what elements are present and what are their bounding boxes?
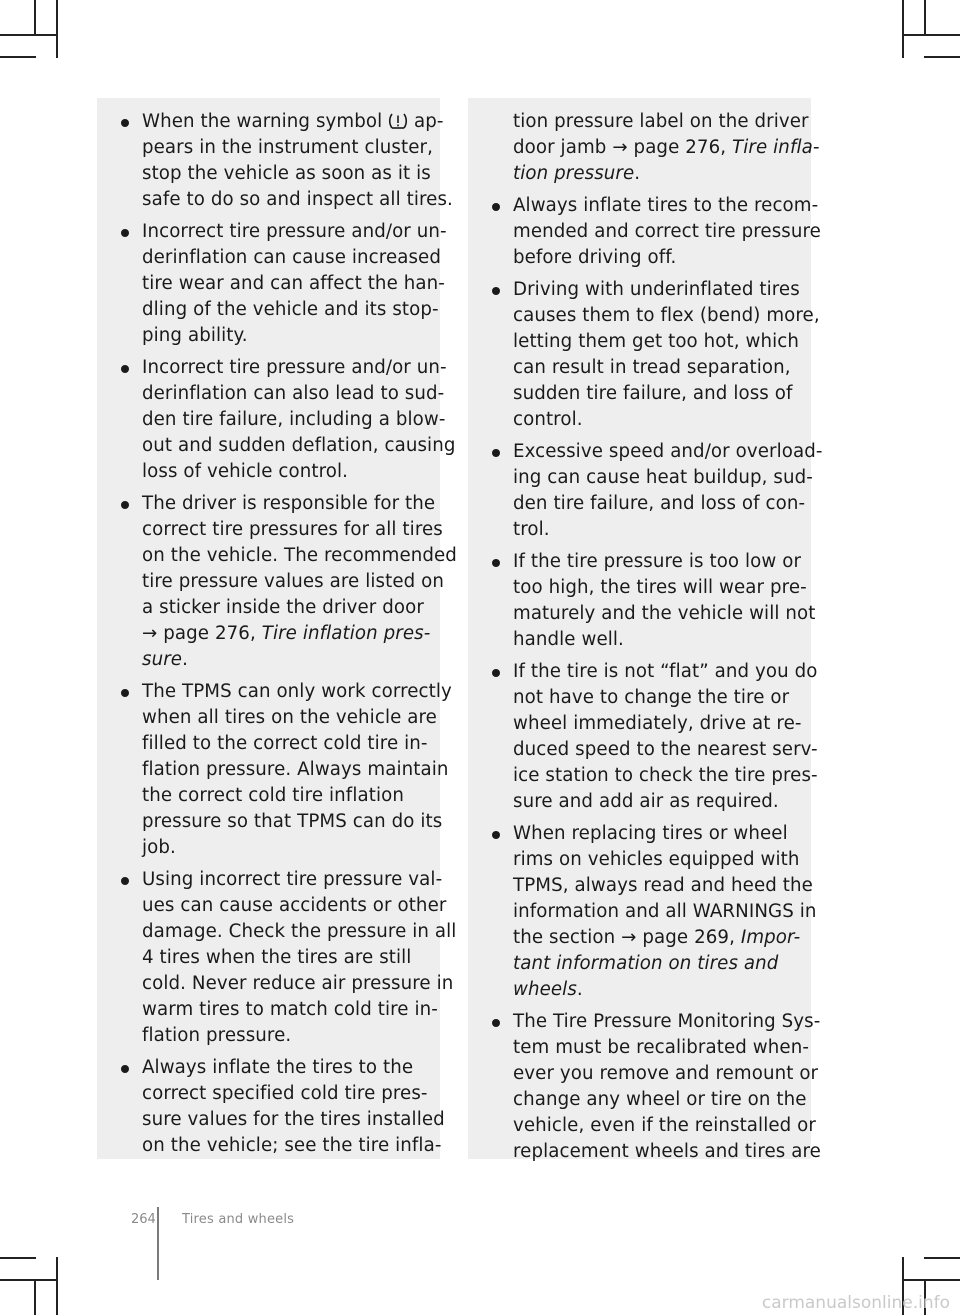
bullet-icon: [492, 831, 500, 839]
text-line: duced speed to the nearest serv-: [513, 739, 818, 760]
crop-mark: [34, 0, 36, 36]
text-line: correct tire pressures for all tires: [142, 519, 443, 540]
crop-mark: [902, 1279, 960, 1281]
text-line: ing can cause heat buildup, sud-: [513, 467, 813, 488]
text-part: When the warning symbol: [142, 111, 389, 132]
text-line: mended and correct tire pressure: [513, 221, 821, 242]
page-number: 264: [131, 1212, 156, 1227]
text-line: When replacing tires or wheel: [513, 823, 788, 844]
text-line: If the tire pressure is too low or: [513, 551, 802, 572]
text-line: derinflation can also lead to sud-: [142, 383, 445, 404]
text-part: ap-: [408, 111, 444, 132]
crop-mark: [34, 1279, 36, 1315]
text-line: vehicle, even if the reinstalled or: [513, 1115, 816, 1136]
text-line: filled to the correct cold tire in-: [142, 733, 428, 754]
cross-reference-title[interactable]: tion pressure: [513, 163, 635, 184]
text-line: Using incorrect tire pressure val-: [142, 869, 443, 890]
text-line: [142, 621, 434, 647]
crop-mark: [924, 1257, 960, 1259]
cross-reference-title[interactable]: sure: [142, 649, 183, 670]
bullet-icon: [121, 365, 129, 373]
bullet-icon: [121, 877, 129, 885]
text-line: [513, 951, 805, 977]
bullet-item: [119, 219, 447, 349]
text-line: loss of vehicle control.: [142, 461, 349, 482]
text-line: change any wheel or tire on the: [513, 1089, 807, 1110]
crop-mark: [902, 34, 960, 36]
text-line: replacement wheels and tires are: [513, 1141, 821, 1162]
crop-mark: [0, 34, 58, 36]
text-line: The TPMS can only work correctly: [142, 681, 452, 702]
cross-reference-title[interactable]: tant information on tires and: [513, 953, 779, 974]
text-line: stop the vehicle as soon as it is: [142, 163, 431, 184]
bullet-icon: [492, 203, 500, 211]
text-line: Always inflate tires to the recom-: [513, 195, 819, 216]
text-line: tire wear and can affect the han-: [142, 273, 445, 294]
text-line: dling of the vehicle and its stop-: [142, 299, 439, 320]
text-part: .: [634, 163, 641, 184]
text-line: [513, 977, 805, 1003]
text-line: the correct cold tire inflation: [142, 785, 404, 806]
text-line: The driver is responsible for the: [142, 493, 436, 514]
bullet-icon: [492, 287, 500, 295]
bullet-item: [119, 109, 453, 213]
bullet-item: [119, 1055, 445, 1159]
text-line: rims on vehicles equipped with: [513, 849, 800, 870]
footer-section-title: Tires and wheels: [182, 1212, 295, 1227]
text-line: when all tires on the vehicle are: [142, 707, 437, 728]
text-line: Always inflate the tires to the: [142, 1057, 414, 1078]
text-line: on the vehicle. The recommended: [142, 545, 457, 566]
page-reference-link[interactable]: page 276,: [163, 623, 256, 644]
bullet-item: [490, 277, 820, 433]
text-line: letting them get too hot, which: [513, 331, 800, 352]
text-line: can result in tread separation,: [513, 357, 791, 378]
text-line: wheel immediately, drive at re-: [513, 713, 802, 734]
bullet-item: [490, 439, 823, 543]
text-line: [142, 109, 444, 135]
text-line: sure and add air as required.: [513, 791, 779, 812]
text-line: causes them to flex (bend) more,: [513, 305, 820, 326]
bullet-item: [490, 193, 821, 271]
text-line: handle well.: [513, 629, 624, 650]
text-line: flation pressure. Always maintain: [142, 759, 449, 780]
page-reference-link[interactable]: page 269,: [642, 927, 735, 948]
crop-mark: [924, 0, 926, 36]
bullet-icon: [492, 449, 500, 457]
text-line: sudden tire failure, and loss of: [513, 383, 793, 404]
text-line: Incorrect tire pressure and/or un-: [142, 221, 447, 242]
bullet-icon: [492, 559, 500, 567]
cross-reference-title[interactable]: Tire infla-: [732, 137, 820, 158]
crop-mark: [0, 1257, 36, 1259]
text-line: [142, 647, 434, 673]
bullet-item: [119, 679, 452, 861]
tire-pressure-warning-icon: [388, 112, 408, 130]
text-line: ping ability.: [142, 325, 248, 346]
text-line: control.: [513, 409, 583, 430]
bullet-item: [490, 659, 818, 815]
text-line: ues can cause accidents or other: [142, 895, 447, 916]
bullet-item: [119, 355, 456, 485]
text-line: [513, 161, 805, 187]
bullet-item: [119, 867, 457, 1049]
text-line: 4 tires when the tires are still: [142, 947, 412, 968]
text-line: [513, 135, 820, 161]
text-line: a sticker inside the driver door: [142, 597, 424, 618]
text-part: door jamb: [513, 137, 607, 158]
text-part: the section: [513, 927, 616, 948]
crop-mark: [56, 0, 58, 58]
text-line: [513, 925, 805, 951]
text-line: on the vehicle; see the tire infla-: [142, 1135, 442, 1156]
cross-reference-title[interactable]: Impor-: [740, 927, 801, 948]
text-line: pears in the instrument cluster,: [142, 137, 433, 158]
text-line: TPMS, always read and heed the: [513, 875, 813, 896]
warning-box-left-column: [97, 98, 457, 1159]
bullet-item: [119, 491, 457, 673]
text-line: cold. Never reduce air pressure in: [142, 973, 454, 994]
bullet-icon: [121, 229, 129, 237]
bullet-icon: [121, 119, 129, 127]
text-line: den tire failure, including a blow-: [142, 409, 446, 430]
text-line: out and sudden deflation, causing: [142, 435, 456, 456]
warning-box-right-column: [468, 98, 823, 1162]
cross-reference-title[interactable]: wheels: [513, 979, 577, 1000]
crop-mark: [0, 1279, 58, 1281]
text-line: damage. Check the pressure in all: [142, 921, 457, 942]
text-line: tire pressure values are listed on: [142, 571, 444, 592]
text-line: ever you remove and remount or: [513, 1063, 819, 1084]
text-line: correct specified cold tire pres-: [142, 1083, 428, 1104]
text-line: trol.: [513, 519, 550, 540]
text-line: Excessive speed and/or overload-: [513, 441, 823, 462]
text-line: Incorrect tire pressure and/or un-: [142, 357, 447, 378]
crop-mark: [56, 1257, 58, 1315]
text-line: den tire failure, and loss of con-: [513, 493, 806, 514]
continued-text: [490, 109, 820, 187]
bullet-icon: [492, 1019, 500, 1027]
text-line: If the tire is not “flat” and you do: [513, 661, 818, 682]
bullet-item: [490, 1009, 821, 1165]
text-line: tion pressure label on the driver: [513, 111, 809, 132]
text-part: .: [182, 649, 188, 670]
text-line: maturely and the vehicle will not: [513, 603, 816, 624]
text-part: .: [576, 979, 583, 1000]
page-reference-link[interactable]: page 276,: [633, 137, 727, 158]
text-line: pressure so that TPMS can do its: [142, 811, 443, 832]
text-line: tem must be recalibrated when-: [513, 1037, 809, 1058]
text-line: Driving with underinflated tires: [513, 279, 800, 300]
text-line: sure values for the tires installed: [142, 1109, 445, 1130]
arrow-icon: →: [612, 137, 628, 158]
bullet-icon: [121, 501, 129, 509]
text-line: before driving off.: [513, 247, 677, 268]
bullet-icon: [121, 689, 129, 697]
text-line: derinflation can cause increased: [142, 247, 441, 268]
arrow-icon: →: [142, 623, 158, 644]
watermark: carmanualsonline.info: [761, 1293, 950, 1313]
cross-reference-title[interactable]: Tire inflation pres-: [261, 623, 431, 644]
text-line: job.: [142, 837, 176, 858]
text-line: ice station to check the tire pres-: [513, 765, 818, 786]
crop-mark: [902, 0, 904, 58]
text-line: warm tires to match cold tire in-: [142, 999, 438, 1020]
text-line: too high, the tires will wear pre-: [513, 577, 807, 598]
bullet-icon: [121, 1065, 129, 1073]
bullet-item: [490, 549, 816, 653]
text-line: The Tire Pressure Monitoring Sys-: [513, 1011, 821, 1032]
text-line: flation pressure.: [142, 1025, 292, 1046]
arrow-icon: →: [621, 927, 637, 948]
text-line: information and all WARNINGS in: [513, 901, 817, 922]
crop-mark: [0, 56, 36, 58]
footer-divider: [157, 1207, 159, 1280]
bullet-item: [490, 821, 817, 1003]
bullet-icon: [492, 669, 500, 677]
crop-mark: [924, 56, 960, 58]
text-line: safe to do so and inspect all tires.: [142, 189, 453, 210]
text-line: not have to change the tire or: [513, 687, 790, 708]
